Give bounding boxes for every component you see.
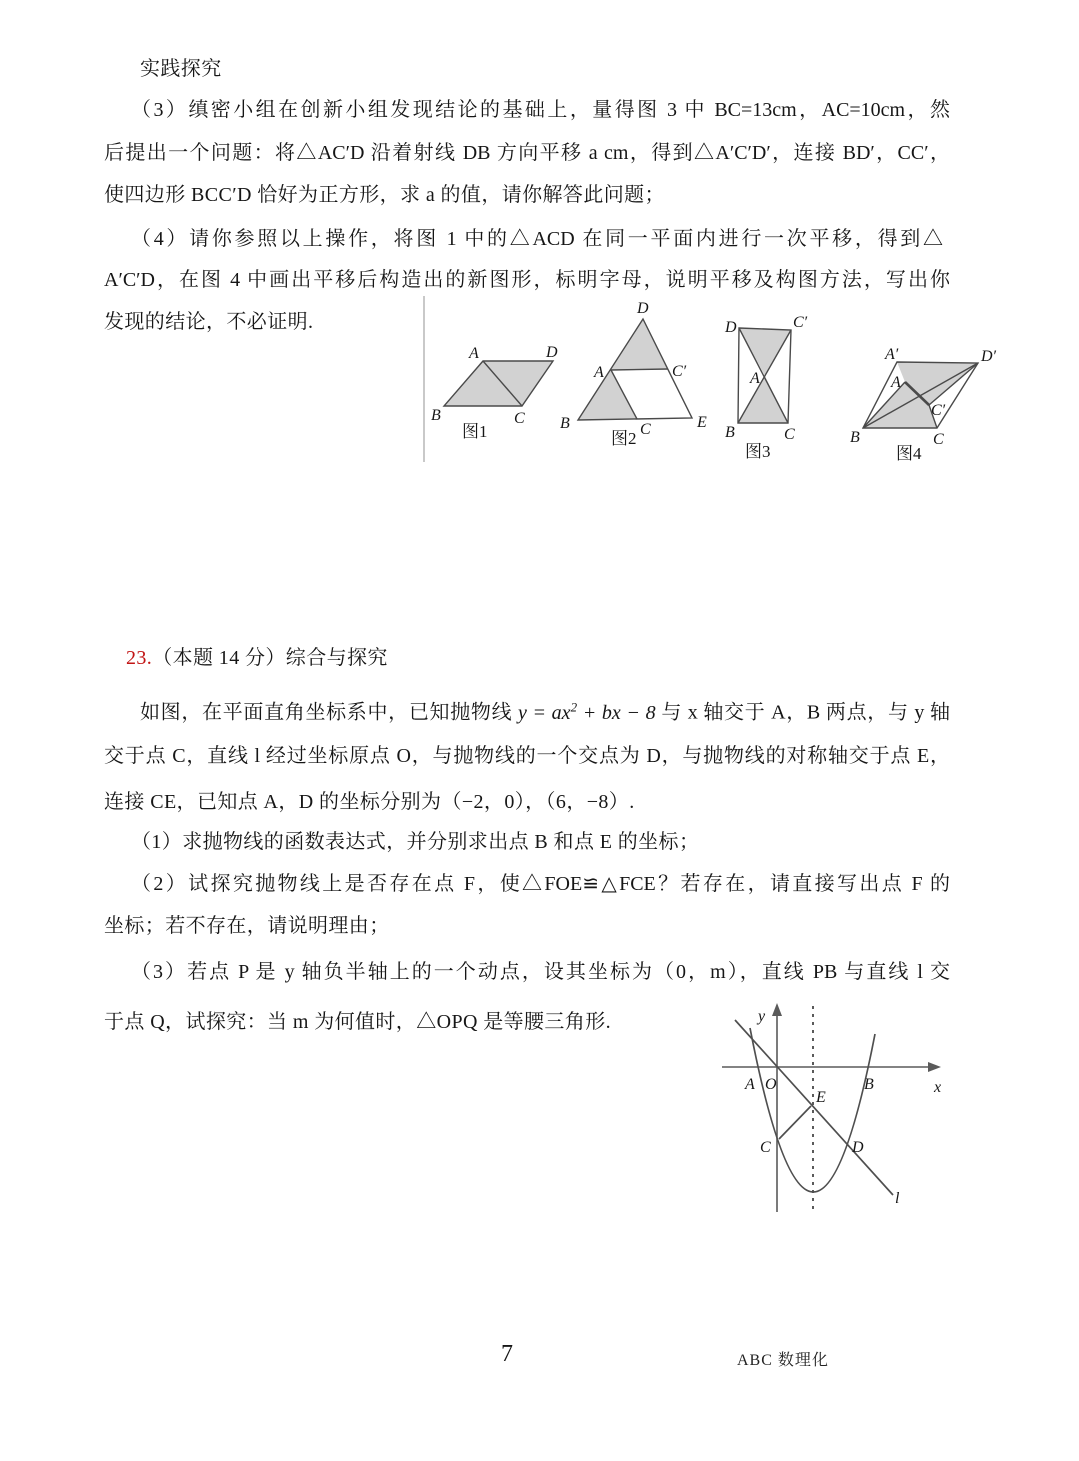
- fig3-label-b: B: [725, 424, 735, 441]
- q23-sub3-line2: 于点 Q，试探究：当 m 为何值时，△OPQ 是等腰三角形.: [104, 1011, 612, 1033]
- q23-header: [126, 645, 388, 671]
- x-axis-arrow: [928, 1062, 941, 1072]
- fig3-label-c: C: [784, 426, 795, 443]
- q23-intro-line3: 连接 CE，已知点 A，D 的坐标分别为（−2，0），（6，−8）.: [104, 791, 635, 813]
- figure-4: [850, 346, 997, 463]
- fig4-label-a: A: [891, 374, 901, 391]
- graph-axes: [722, 1003, 941, 1212]
- fig2-label-a: A: [594, 364, 604, 381]
- para4-line1: （4）请你参照以上操作，将图 1 中的△ACD 在同一平面内进行一次平移，得到△: [131, 228, 943, 250]
- graph-label-b: B: [864, 1076, 874, 1093]
- fig4-label-c-prime: C′: [931, 402, 946, 419]
- q23-sub2-line1: （2）试探究抛物线上是否存在点 F，使△FOE≌△FCE？若存在，请直接写出点 F 的: [131, 873, 950, 895]
- para3-line3: 使四边形 BCC′D 恰好为正方形，求 a 的值，请你解答此问题；: [104, 184, 665, 206]
- q23-intro-seg1: 如图，在平面直角坐标系中，已知抛物线: [140, 701, 518, 724]
- para4-line2: A′C′D，在图 4 中画出平移后构造出的新图形，标明字母，说明平移及构图方法，写出你: [104, 269, 950, 291]
- graph-label-l: l: [895, 1190, 900, 1207]
- fig2-caption: 图2: [611, 429, 637, 448]
- para3-line2: 后提出一个问题：将△AC′D 沿着射线 DB 方向平移 a cm，得到△A′C′D′，连接 BD′，CC′，: [104, 142, 950, 164]
- q23-formula-pre: y = ax: [517, 701, 571, 724]
- q23-intro-line2: 交于点 C，直线 l 经过坐标原点 O，与抛物线的一个交点为 D，与抛物线的对称轴交于点 E，: [104, 745, 950, 767]
- graph-label-x: x: [934, 1079, 942, 1096]
- fig1-label-a: A: [469, 345, 479, 362]
- figure-3: [724, 314, 808, 461]
- q23-intro-line1: [140, 694, 950, 726]
- q23-number: 23.: [126, 647, 153, 669]
- graph-label-y: y: [758, 1008, 766, 1025]
- geometry-figures: [420, 295, 1020, 470]
- q23-formula: [517, 699, 656, 724]
- fig4-label-b: B: [850, 429, 860, 446]
- figure-2: [560, 300, 707, 448]
- fig3-label-a: A: [750, 370, 760, 387]
- q23-sub2-line2: 坐标；若不存在，请说明理由；: [104, 915, 390, 937]
- practice-heading: 实践探究: [140, 58, 222, 80]
- q23-sub1: （1）求抛物线的函数表达式，并分别求出点 B 和点 E 的坐标；: [131, 831, 700, 853]
- graph-label-c: C: [760, 1139, 771, 1156]
- fig1-label-c: C: [514, 410, 525, 427]
- fig4-label-c: C: [933, 431, 944, 448]
- fig2-label-c-prime: C′: [672, 363, 687, 380]
- graph-label-d: D: [852, 1139, 864, 1156]
- q23-formula-post: + bx − 8: [577, 701, 656, 724]
- fig2-label-b: B: [560, 415, 570, 432]
- fig4-caption: 图4: [896, 444, 922, 463]
- fig3-label-d: D: [725, 319, 737, 336]
- figure-1: [431, 344, 558, 441]
- q23-sub3-line1: （3）若点 P 是 y 轴负半轴上的一个动点，设其坐标为（0，m），直线 PB 与直线 l 交: [131, 961, 950, 983]
- fig4-label-d-prime: D′: [981, 348, 997, 365]
- q23-title: （本题 14 分）综合与探究: [152, 647, 388, 669]
- segment-ce: [779, 1106, 811, 1139]
- graph-label-e: E: [816, 1089, 826, 1106]
- fig2-label-d: D: [637, 300, 649, 317]
- coordinate-graph: [700, 990, 980, 1225]
- fig3-label-c-prime: C′: [793, 314, 808, 331]
- q23-formula-sup: 2: [570, 699, 578, 714]
- graph-label-a: A: [745, 1076, 755, 1093]
- fig1-label-b: B: [431, 407, 441, 424]
- fig1-label-d: D: [546, 344, 558, 361]
- para3-line1: （3）缜密小组在创新小组发现结论的基础上，量得图 3 中 BC=13cm，AC=10cm，然: [131, 99, 950, 121]
- fig1-caption: 图1: [462, 422, 488, 441]
- y-axis-arrow: [772, 1003, 782, 1016]
- graph-label-o: O: [765, 1076, 777, 1093]
- fig2-label-e: E: [697, 414, 707, 431]
- para4-line3: 发现的结论，不必证明.: [104, 311, 314, 333]
- fig3-caption: 图3: [745, 442, 771, 461]
- page-number: 7: [501, 1341, 513, 1367]
- footer-brand: ABC 数理化: [737, 1352, 829, 1369]
- fig2-label-c: C: [640, 421, 651, 438]
- q23-intro-seg2: 与 x 轴交于 A，B 两点，与 y 轴: [655, 701, 951, 724]
- fig4-label-a-prime: A′: [885, 346, 899, 363]
